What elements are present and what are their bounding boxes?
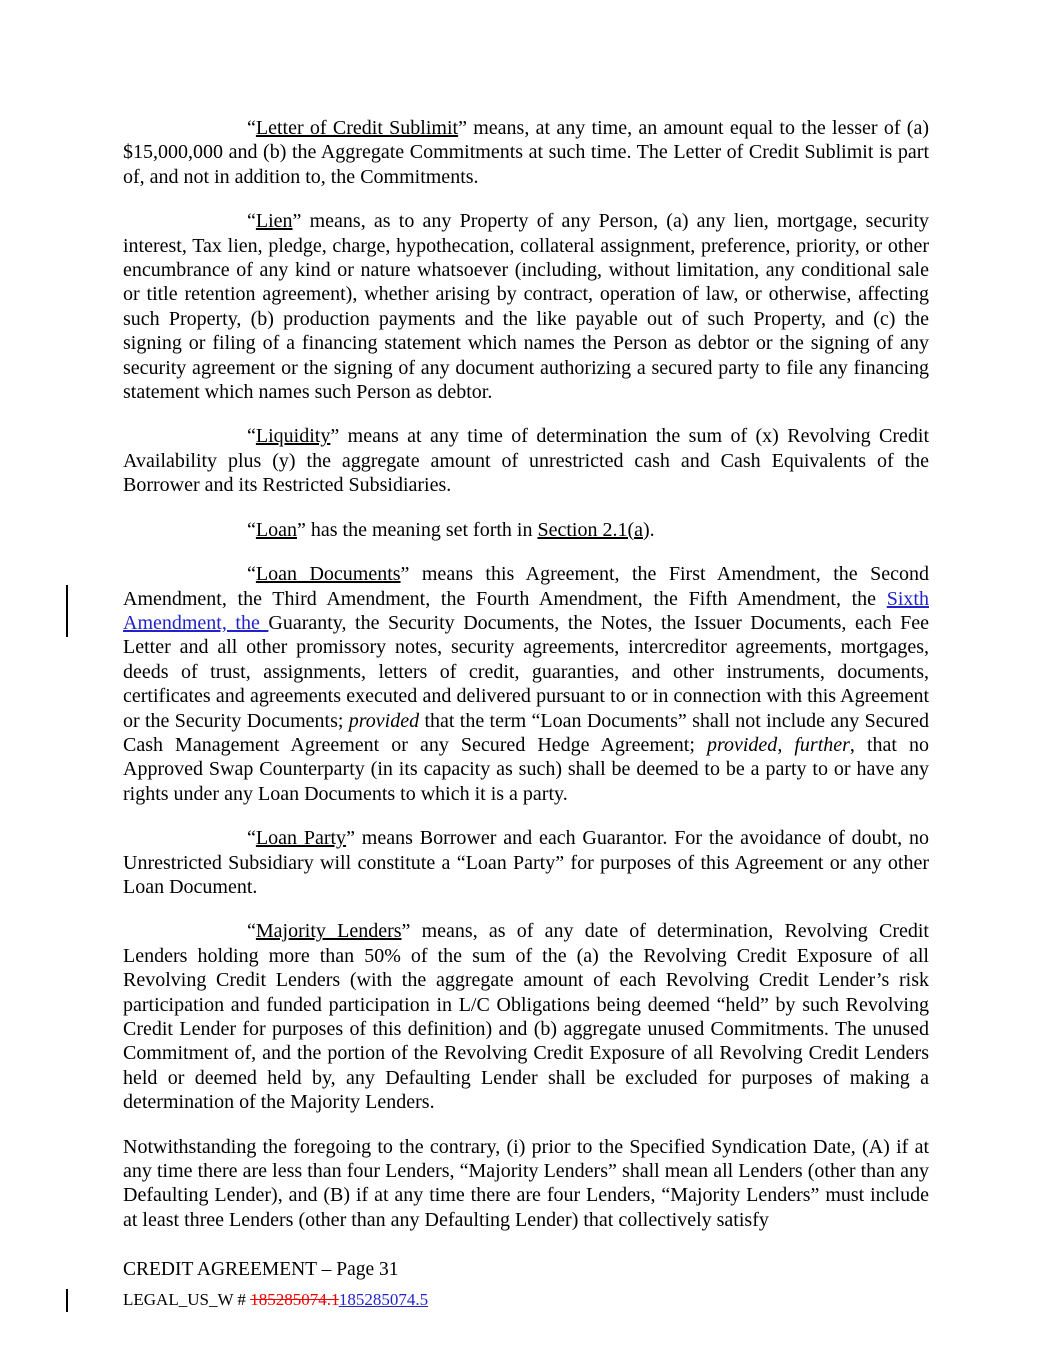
text-run: provided xyxy=(348,709,420,732)
text-run: ” means, as of any date of determination, Revolving Credit Lenders holding more than 50% of the sum of the (a) the Revolving Credit Exposure of all Revolving Credit Lenders (with the aggregate amount of each Revolving Credit Lender’s risk participation and funded participation in L/C Obligations being deemed “held” by such Revolving Credit Lender for purposes of this definition) and (b) aggregate unused Commitments. The unused Commitment of, and the portion of the Revolving Credit Exposure of all Revolving Credit Lenders held or deemed held by, any Defaulting Lender shall be excluded for purposes of making a determination of the Majority Lenders. xyxy=(123,920,929,1114)
text-run: ” has the meaning set forth in xyxy=(296,518,538,541)
text-run: , that no Approved Swap Counterparty (in its capacity as such) shall be deemed to be a party to or have any rights under any Loan Documents to which it is a party. xyxy=(123,733,929,805)
text-run: ” means this Agreement, the First Amendment, the Second Amendment, the Third Amendment, the Fourth Amendment, the Fifth Amendment, the xyxy=(123,563,929,610)
defined-term: Lien xyxy=(255,210,293,233)
footer-document-title: CREDIT AGREEMENT – Page 31 xyxy=(123,1259,399,1280)
document-body xyxy=(123,116,929,1252)
text-run: Guaranty, the Security Documents, the Notes, the Issuer Documents, each Fee Letter and all other promissory notes, security agreements, intercreditor agreements, mortgages, deeds of trust, assignments, letters of credit, guaranties, and other instruments, documents, certificates and agreements executed and delivered pursuant to or in connection with this Agreement or the Security Documents; xyxy=(123,611,929,732)
text-run: “ xyxy=(247,563,256,586)
text-run: . xyxy=(649,518,655,541)
legal-id-deleted: 185285074.1 xyxy=(250,1290,339,1309)
section-reference: Section 2.1(a) xyxy=(537,518,650,541)
text-run: “ xyxy=(247,518,256,541)
text-run: “ xyxy=(247,920,256,943)
definition-loan xyxy=(123,518,929,542)
text-run: ” means at any time of determination the sum of (x) Revolving Credit Availability plus (y) the aggregate amount of unrestricted cash and Cash Equivalents of the Borrower and its Restricted Subsidiaries. xyxy=(123,425,929,497)
text-run: ” means, at any time, an amount equal to the lesser of (a) $15,000,000 and (b) the Aggregate Commitments at such time. The Letter of Credit Sublimit is part of, and not in addition to, the Commitments. xyxy=(123,117,929,188)
text-run: provided xyxy=(706,733,778,756)
text-run: “ xyxy=(247,425,256,448)
text-run: “ xyxy=(247,827,256,850)
text-run: that the term “Loan Documents” shall not include any Secured Cash Management Agreement or any Secured Hedge Agreement; xyxy=(123,709,929,756)
defined-term: Liquidity xyxy=(255,425,331,448)
text-run: , xyxy=(777,733,795,756)
change-bar xyxy=(66,1289,68,1312)
definition-letter-of-credit-sublimit xyxy=(123,116,929,189)
defined-term: Loan xyxy=(255,518,297,541)
text-run: Notwithstanding the foregoing to the contrary, (i) prior to the Specified Syndication Date, (A) if at any time there are less than four Lenders, “Majority Lenders” shall mean all Lenders (other than any Defaulting Lender), and (B) if at any time there are four Lenders, “Majority Lenders” must include at least three Lenders (other than any Defaulting Lender) that collectively satisfy xyxy=(123,1135,929,1231)
definition-loan-party xyxy=(123,826,929,899)
tracked-insertion: Sixth Amendment, the xyxy=(123,587,929,634)
legal-id-inserted: 185285074.5 xyxy=(338,1290,429,1309)
text-run: “ xyxy=(247,117,256,139)
text-run: ” means Borrower and each Guarantor. For the avoidance of doubt, no Unrestricted Subsidiary will constitute a “Loan Party” for purposes of this Agreement or any other Loan Document. xyxy=(123,827,930,898)
text-run: ” means, as to any Property of any Person, (a) any lien, mortgage, security interest, Tax lien, pledge, charge, hypothecation, collateral assignment, preference, priority, or other encumbrance of any kind or nature whatsoever (including, without limitation, any conditional sale or title retention agreement), whether arising by contract, operation of law, or otherwise, affecting such Property, (b) production payments and the like payable out of such Property, and (c) the signing or filing of a financing statement which names the Person as debtor or the signing of any security agreement or the signing of any document authorizing a secured party to file any financing statement which names such Person as debtor. xyxy=(123,210,929,404)
defined-term: Majority Lenders xyxy=(255,920,402,943)
defined-term: Loan Party xyxy=(255,827,347,850)
definition-lien xyxy=(123,209,929,404)
footer-legal-id xyxy=(123,1289,929,1311)
paragraph-notwithstanding xyxy=(123,1135,929,1233)
defined-term: Loan Documents xyxy=(255,563,401,586)
definition-loan-documents xyxy=(123,562,929,806)
text-run: further xyxy=(794,733,850,756)
change-bar xyxy=(66,585,68,637)
legal-id-prefix: LEGAL_US_W # xyxy=(123,1290,251,1309)
definition-liquidity xyxy=(123,424,929,497)
defined-term: Letter of Credit Sublimit xyxy=(255,117,459,139)
page-footer xyxy=(123,1258,929,1311)
text-run: “ xyxy=(247,210,256,233)
definition-majority-lenders xyxy=(123,919,929,1114)
